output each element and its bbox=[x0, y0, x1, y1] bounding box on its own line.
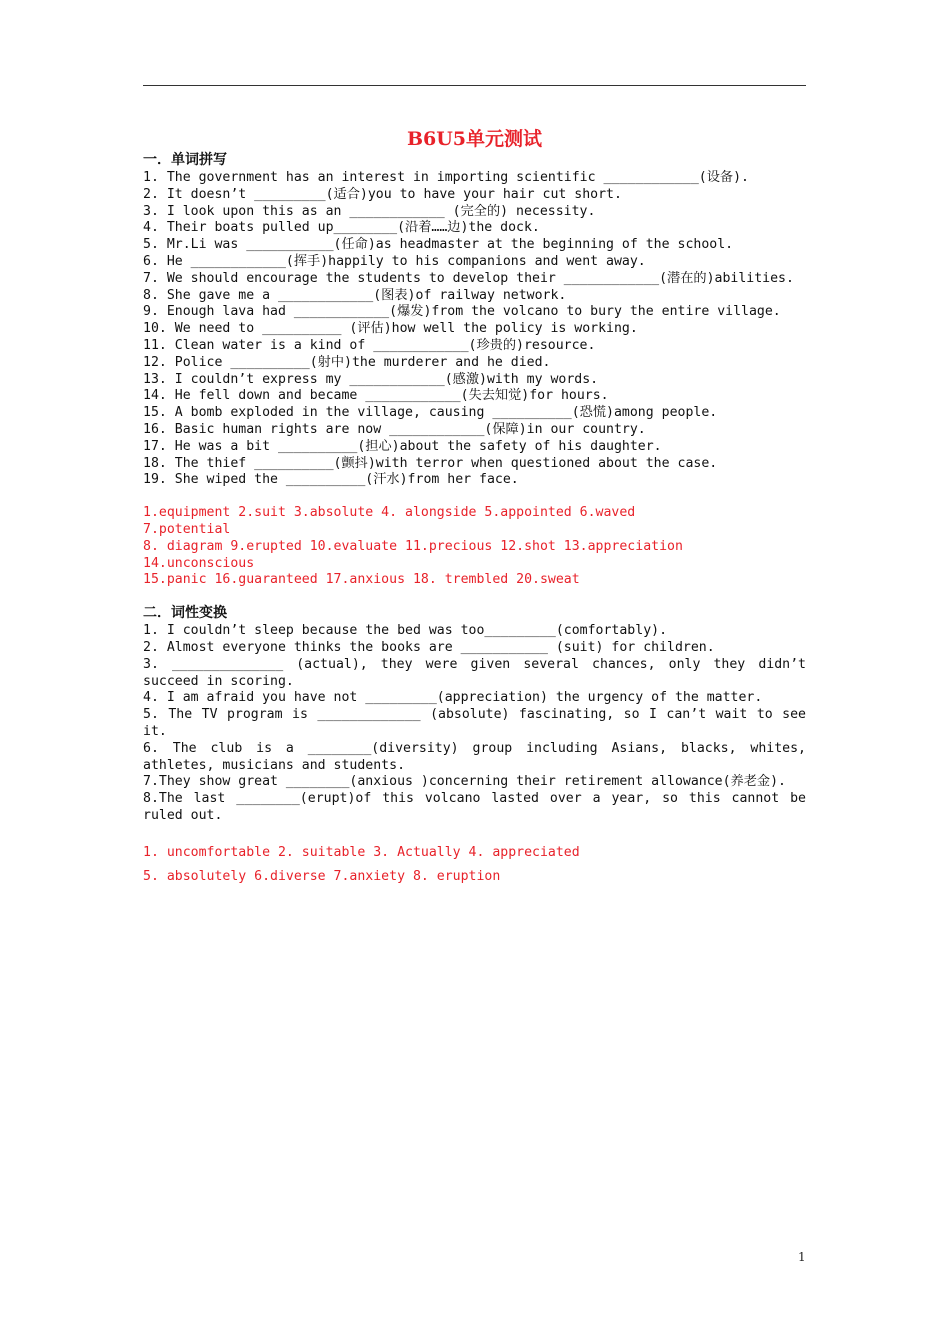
question-item: 5. Mr.Li was ___________(任命)as headmaster at the beginning of the school. bbox=[143, 237, 734, 253]
question-item: 12. Police __________(射中)the murderer and he died. bbox=[143, 354, 551, 370]
question-item: 19. She wiped the __________(汗水)from her face. bbox=[143, 472, 519, 488]
question-item: 8.The last ________(erupt)of this volcano lasted over a year, so this cannot be ruled out. bbox=[143, 791, 806, 823]
question-item: 6. The club is a ________(diversity) group including Asians, blacks, whites, athletes, musicians and students. bbox=[143, 740, 806, 773]
section-heading-vocabulary: 一．单词拼写 bbox=[143, 152, 227, 168]
vocabulary-question-list bbox=[143, 170, 806, 489]
question-item: 6. He ____________(挥手)happily to his companions and went away. bbox=[143, 253, 646, 269]
question-item: 3. I look upon this as an ____________ (完全的) necessity. bbox=[143, 203, 596, 219]
answer-line: 5. absolutely 6.diverse 7.anxiety 8. eruption bbox=[143, 869, 501, 885]
question-item: 4. Their boats pulled up________(沿着……边)the dock. bbox=[143, 220, 540, 236]
question-item: 10. We need to __________ (评估)how well the policy is working. bbox=[143, 321, 638, 337]
question-item: 14. He fell down and became ____________(失去知觉)for hours. bbox=[143, 388, 609, 404]
question-item: 13. I couldn’t express my ____________(感激)with my words. bbox=[143, 371, 599, 387]
question-item: 18. The thief __________(颤抖)with terror when questioned about the case. bbox=[143, 455, 718, 471]
question-item: 5. The TV program is _____________ (absolute) fascinating, so I can’t wait to see it. bbox=[143, 707, 806, 739]
answer-line: 7.potential bbox=[143, 521, 231, 537]
question-item: 9. Enough lava had ____________(爆发)from the volcano to bury the entire village. bbox=[143, 304, 781, 320]
question-item: 15. A bomb exploded in the village, causing __________(恐慌)among people. bbox=[143, 405, 718, 421]
word-form-answer-key bbox=[143, 841, 806, 890]
header-rule bbox=[143, 85, 806, 86]
question-item: 7.They show great ________(anxious )concerning their retirement allowance(养老金). bbox=[143, 774, 786, 790]
question-item: 1. I couldn’t sleep because the bed was too_________(comfortably). bbox=[143, 623, 668, 639]
answer-line: 15.panic 16.guaranteed 17.anxious 18. trembled 20.sweat bbox=[143, 572, 580, 588]
section-word-forms bbox=[143, 603, 806, 890]
question-item: 17. He was a bit __________(担心)about the safety of his daughter. bbox=[143, 438, 662, 454]
page-number: 1 bbox=[798, 1250, 806, 1264]
answer-line: 1. uncomfortable 2. suitable 3. Actually 4. appreciated bbox=[143, 844, 580, 860]
question-item: 2. It doesn’t _________(适合)you to have your hair cut short. bbox=[143, 186, 622, 202]
question-item: 11. Clean water is a kind of ____________(珍贵的)resource. bbox=[143, 337, 596, 353]
page-title: B6U5单元测试 bbox=[406, 128, 543, 150]
question-item: 3. ______________ (actual), they were given several chances, only they didn’t succeed in scoring. bbox=[143, 656, 806, 689]
answer-line: 14.unconscious bbox=[143, 555, 255, 571]
word-form-question-list bbox=[143, 623, 806, 825]
question-item: 1. The government has an interest in importing scientific ____________(设备). bbox=[143, 170, 749, 185]
section-heading-word-forms: 二．词性变换 bbox=[143, 605, 227, 622]
answer-line: 8. diagram 9.erupted 10.evaluate 11.precious 12.shot 13.appreciation bbox=[143, 538, 683, 554]
vocabulary-answer-key bbox=[143, 505, 806, 589]
answer-line: 1.equipment 2.suit 3.absolute 4. alongside 5.appointed 6.waved bbox=[143, 505, 636, 521]
question-item: 4. I am afraid you have not _________(appreciation) the urgency of the matter. bbox=[143, 690, 763, 706]
question-item: 16. Basic human rights are now ____________(保障)in our country. bbox=[143, 421, 646, 437]
question-item: 7. We should encourage the students to develop their ____________(潜在的)abilities. bbox=[143, 270, 794, 286]
question-item: 2. Almost everyone thinks the books are ___________ (suit) for children. bbox=[143, 639, 715, 655]
document-body bbox=[143, 150, 806, 890]
question-item: 8. She gave me a ____________(图表)of railway network. bbox=[143, 287, 567, 303]
section-vocabulary bbox=[143, 150, 806, 589]
